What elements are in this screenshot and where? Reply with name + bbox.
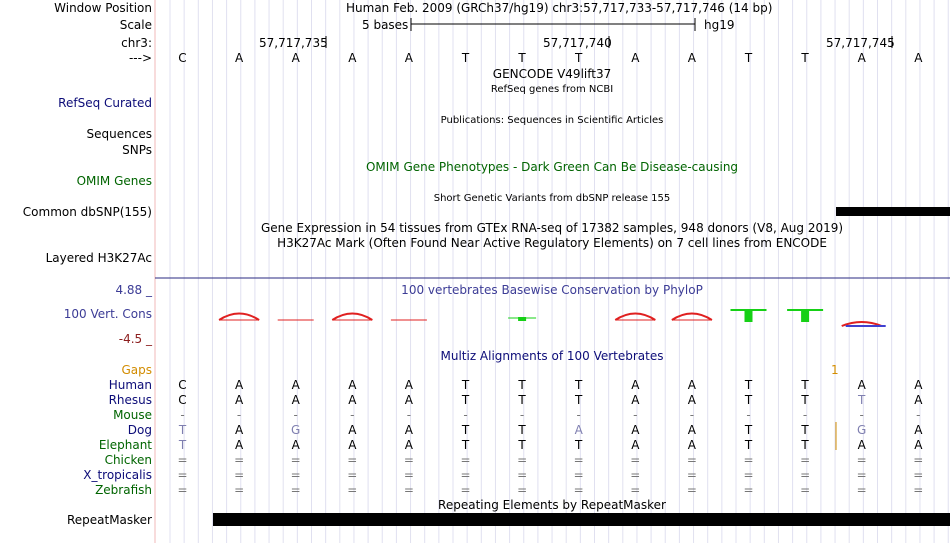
dbsnp-track-label[interactable]: Common dbSNP(155) xyxy=(22,205,152,219)
alignment-base: T xyxy=(461,378,470,392)
alignment-base: A xyxy=(291,393,300,407)
species-label[interactable]: Human xyxy=(108,378,152,392)
alignment-base: A xyxy=(687,393,696,407)
sequences-label[interactable]: Sequences xyxy=(86,127,152,141)
cons-max-label: 4.88 _ xyxy=(115,283,152,297)
species-label[interactable]: X_tropicalis xyxy=(83,468,152,482)
scale-text: 5 bases xyxy=(362,18,409,32)
base-letter: A xyxy=(404,51,413,65)
alignment-base: = xyxy=(347,468,358,482)
gtex-track-title[interactable]: Gene Expression in 54 tissues from GTEx RNA-seq of 17382 samples, 948 donors (V8, Aug 2019) xyxy=(260,221,844,235)
alignment-base: = xyxy=(630,468,641,482)
base-letter: A xyxy=(914,51,923,65)
alignment-base: = xyxy=(856,483,867,497)
alignment-base: - xyxy=(633,408,638,422)
species-label[interactable]: Elephant xyxy=(98,438,152,452)
alignment-base: T xyxy=(801,438,809,452)
alignment-base: G xyxy=(291,423,301,437)
alignment-base: = xyxy=(290,468,301,482)
alignment-base: T xyxy=(575,393,583,407)
omim-track-label[interactable]: OMIM Genes xyxy=(76,174,152,188)
alignment-base: = xyxy=(460,453,471,467)
alignment-base: = xyxy=(743,483,754,497)
alignment-base: T xyxy=(461,423,470,437)
gap-marker: 1 xyxy=(831,363,839,377)
alignment-base: T xyxy=(744,423,753,437)
gencode-track-title[interactable]: GENCODE V49lift37 xyxy=(492,67,612,81)
alignment-base: A xyxy=(404,438,413,452)
refseq-track-subtitle[interactable]: RefSeq genes from NCBI xyxy=(490,84,614,95)
alignment-base: A xyxy=(574,423,583,437)
alignment-base: T xyxy=(518,378,526,392)
alignment-base: T xyxy=(744,438,753,452)
alignment-base: A xyxy=(914,423,923,437)
alignment-base: = xyxy=(517,453,528,467)
tick-label: 57,717,745 xyxy=(826,36,895,50)
window-position-label: Window Position xyxy=(54,1,152,15)
alignment-base: A xyxy=(687,423,696,437)
alignment-base: = xyxy=(686,468,697,482)
alignment-base: = xyxy=(743,468,754,482)
cons-track-title[interactable]: 100 vertebrates Basewise Conservation by PhyloP xyxy=(401,283,703,297)
alignment-base: = xyxy=(517,468,528,482)
alignment-base: - xyxy=(236,408,242,422)
alignment-base: = xyxy=(403,483,414,497)
alignment-base: G xyxy=(857,423,867,437)
alignment-base: = xyxy=(630,483,641,497)
alignment-base: = xyxy=(460,468,471,482)
alignment-base: A xyxy=(404,423,413,437)
chrom-label: chr3: xyxy=(121,36,152,50)
alignment-base: T xyxy=(178,438,187,452)
repeat-track-title[interactable]: Repeating Elements by RepeatMasker xyxy=(438,498,666,512)
base-letter: A xyxy=(631,51,640,65)
alignment-base: = xyxy=(234,468,245,482)
publications-track-title[interactable]: Publications: Sequences in Scientific Articles xyxy=(440,115,664,126)
alignment-base: - xyxy=(180,408,185,422)
alignment-base: = xyxy=(630,453,641,467)
refseq-track-label[interactable]: RefSeq Curated xyxy=(58,96,152,110)
alignment-base: = xyxy=(913,483,924,497)
alignment-base: = xyxy=(686,453,697,467)
conservation-bar xyxy=(801,310,809,322)
alignment-base: = xyxy=(234,453,245,467)
alignment-base: = xyxy=(743,453,754,467)
conservation-bar xyxy=(615,314,655,321)
species-label[interactable]: Chicken xyxy=(104,453,152,467)
alignment-base: A xyxy=(404,378,413,392)
alignment-base: A xyxy=(914,393,923,407)
species-label[interactable]: Mouse xyxy=(113,408,152,422)
alignment-base: - xyxy=(293,408,298,422)
alignment-base: T xyxy=(518,423,526,437)
alignment-base: = xyxy=(177,453,188,467)
alignment-base: A xyxy=(348,423,357,437)
alignment-base: = xyxy=(177,468,188,482)
species-label[interactable]: Rhesus xyxy=(108,393,152,407)
alignment-base: T xyxy=(744,378,753,392)
base-letter: T xyxy=(744,51,753,65)
repeat-track-label[interactable]: RepeatMasker xyxy=(66,513,152,527)
omim-track-title[interactable]: OMIM Gene Phenotypes - Dark Green Can Be Disease-causing xyxy=(365,160,739,174)
alignment-base: = xyxy=(686,483,697,497)
dbsnp-feature[interactable] xyxy=(836,207,950,216)
base-letter: C xyxy=(178,51,187,65)
alignment-base: A xyxy=(404,393,413,407)
repeat-feature[interactable] xyxy=(213,513,950,526)
window-position-text: Human Feb. 2009 (GRCh37/hg19) chr3:57,717,733-57,717,746 (14 bp) xyxy=(346,1,773,15)
alignment-base: = xyxy=(913,453,924,467)
alignment-base: A xyxy=(291,378,300,392)
alignment-base: = xyxy=(800,483,811,497)
alignment-base: = xyxy=(573,483,584,497)
h3k27ac-track-title[interactable]: H3K27Ac Mark (Often Found Near Active Regulatory Elements) on 7 cell lines from ENCODE xyxy=(277,236,827,250)
alignment-base: A xyxy=(687,378,696,392)
alignment-base: A xyxy=(687,438,696,452)
base-letter: A xyxy=(687,51,696,65)
alignment-base: T xyxy=(858,393,866,407)
alignment-base: A xyxy=(631,438,640,452)
alignment-base: = xyxy=(290,453,301,467)
alignment-base: - xyxy=(519,408,525,422)
gaps-label[interactable]: Gaps xyxy=(121,363,152,377)
cons-min-label: -4.5 _ xyxy=(118,332,152,346)
base-letter: T xyxy=(575,51,583,65)
alignment-base: T xyxy=(575,438,583,452)
alignment-base: A xyxy=(291,438,300,452)
alignment-base: A xyxy=(914,378,923,392)
dbsnp-track-title[interactable]: Short Genetic Variants from dbSNP release 155 xyxy=(433,193,671,204)
alignment-base: - xyxy=(802,408,808,422)
base-letter: A xyxy=(348,51,357,65)
alignment-base: T xyxy=(575,378,583,392)
alignment-base: - xyxy=(916,408,921,422)
conservation-bar xyxy=(332,314,372,321)
cons-track-label[interactable]: 100 Vert. Cons xyxy=(63,307,152,321)
alignment-base: A xyxy=(631,378,640,392)
alignment-base: T xyxy=(518,438,526,452)
alignment-base: T xyxy=(744,393,753,407)
alignment-base: A xyxy=(234,423,244,437)
alignment-base: = xyxy=(177,483,188,497)
base-letter: A xyxy=(857,51,866,65)
scale-assembly: hg19 xyxy=(704,18,735,32)
alignment-base: = xyxy=(856,468,867,482)
alignment-base: - xyxy=(689,408,695,422)
tick-label: 57,717,740 xyxy=(543,36,612,50)
conservation-bar xyxy=(219,314,259,321)
base-letter: T xyxy=(801,51,809,65)
alignment-base: - xyxy=(463,408,468,422)
alignment-base: T xyxy=(178,423,187,437)
base-letter: A xyxy=(291,51,300,65)
alignment-base: A xyxy=(348,378,357,392)
alignment-base: C xyxy=(178,378,187,392)
alignment-base: - xyxy=(576,408,581,422)
scale-label: Scale xyxy=(119,18,152,32)
alignment-base: - xyxy=(350,408,355,422)
alignment-base: = xyxy=(403,453,414,467)
alignment-base: A xyxy=(857,378,866,392)
alignment-base: = xyxy=(403,468,414,482)
species-label[interactable]: Dog xyxy=(127,423,152,437)
alignment-base: T xyxy=(461,438,470,452)
alignment-base: = xyxy=(517,483,528,497)
conservation-bar xyxy=(672,314,712,321)
alignment-base: A xyxy=(234,438,244,452)
alignment-base: T xyxy=(518,393,526,407)
alignment-base: A xyxy=(234,393,244,407)
tick-label: 57,717,735 xyxy=(259,36,328,50)
alignment-base: A xyxy=(631,423,640,437)
alignment-base: = xyxy=(913,468,924,482)
alignment-base: - xyxy=(859,408,864,422)
conservation-bar xyxy=(745,310,753,322)
alignment-base: = xyxy=(347,453,358,467)
alignment-base: A xyxy=(348,438,357,452)
alignment-base: = xyxy=(573,468,584,482)
alignment-base: = xyxy=(460,483,471,497)
base-letter: T xyxy=(518,51,526,65)
alignment-base: = xyxy=(573,453,584,467)
base-letter: T xyxy=(461,51,470,65)
alignment-base: = xyxy=(800,453,811,467)
snps-label[interactable]: SNPs xyxy=(122,143,152,157)
alignment-base: T xyxy=(801,378,809,392)
base-letter: A xyxy=(234,51,244,65)
alignment-base: C xyxy=(178,393,187,407)
alignment-base: T xyxy=(801,423,809,437)
alignment-base: - xyxy=(746,408,751,422)
alignment-base: A xyxy=(348,393,357,407)
alignment-base: A xyxy=(857,438,866,452)
multiz-track-title[interactable]: Multiz Alignments of 100 Vertebrates xyxy=(440,349,664,363)
alignment-base: = xyxy=(290,483,301,497)
h3k27ac-track-label[interactable]: Layered H3K27Ac xyxy=(45,251,152,265)
alignment-base: = xyxy=(800,468,811,482)
alignment-base: = xyxy=(856,453,867,467)
alignment-base: T xyxy=(461,393,470,407)
alignment-base: A xyxy=(234,378,244,392)
alignment-base: - xyxy=(406,408,412,422)
alignment-base: = xyxy=(347,483,358,497)
alignment-base: A xyxy=(914,438,923,452)
strand-label: ---> xyxy=(128,51,152,65)
alignment-base: T xyxy=(801,393,809,407)
alignment-base: = xyxy=(234,483,245,497)
alignment-base: A xyxy=(631,393,640,407)
species-label[interactable]: Zebrafish xyxy=(95,483,152,497)
